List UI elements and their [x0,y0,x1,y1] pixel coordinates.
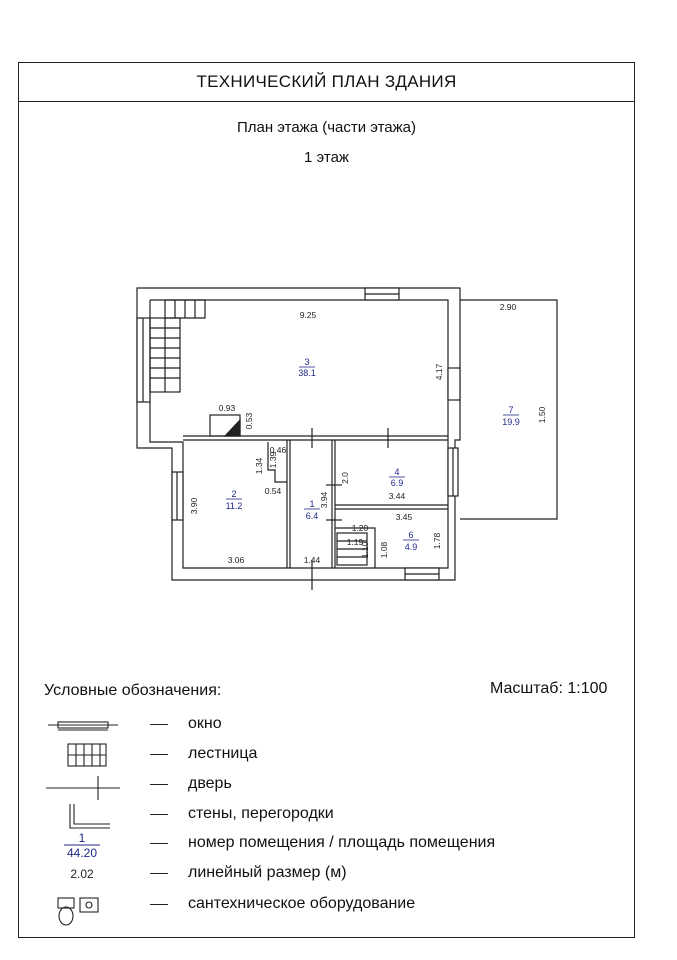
room-area: 4.9 [404,542,418,552]
dimension-label: 1.50 [537,406,547,424]
legend-dash [150,754,168,755]
dimension-label: 1.19 [346,537,364,547]
dimension-label: 0.46 [269,445,287,455]
dimension-label: 1.34 [254,457,264,475]
dimension-label: 1.78 [432,532,442,550]
legend-item-window [150,715,222,733]
dimension-label: 4.17 [434,363,444,381]
floor-label: 1 этаж [304,149,349,166]
room-area: 6.4 [305,511,319,521]
legend-item-stairs [150,745,257,763]
window-symbol-icon [48,722,118,730]
dimension-label: 1.20 [351,523,369,533]
legend-sample-dimension: 2.02 [70,867,94,881]
dimension-label: 3.45 [395,512,413,522]
dimension-label: 1.39 [268,451,278,469]
legend-sample-room-area: 44.20 [66,846,98,860]
room-number: 2 [231,489,237,499]
dimension-label: 3.90 [189,497,199,515]
room-area: 6.9 [390,478,404,488]
room-area: 11.2 [225,501,243,511]
legend-item-room-label [150,834,495,852]
dimension-label: 2.90 [499,302,517,312]
window-symbol-icon [448,368,460,400]
legend-dash [150,873,168,874]
legend-label: лестница [188,745,258,762]
legend-label: линейный размер (м) [188,864,347,881]
room-area: 19.9 [502,417,520,427]
dimension-label: 0.54 [264,486,282,496]
dimension-label: 3.94 [319,491,329,509]
legend-dash [150,843,168,844]
legend-item-wall [150,805,334,823]
plumbing-symbol-icon [58,898,98,925]
dimension-label: 9.25 [299,310,317,320]
dimension-label: 3.06 [227,555,245,565]
legend-item-dimension [150,864,347,882]
room-number: 7 [508,405,514,415]
room-number: 6 [408,530,414,540]
dimension-label: 1.44 [303,555,321,565]
scale-label: Масштаб: 1:100 [490,680,608,697]
document-title: ТЕХНИЧЕСКИЙ ПЛАН ЗДАНИЯ [18,62,635,102]
outer-wall-inner [150,300,448,568]
legend-dash [150,814,168,815]
legend-dash [150,724,168,725]
dimension-label: 3.44 [388,491,406,501]
wall-symbol-icon [70,804,110,828]
legend-label: сантехническое оборудование [188,895,416,912]
plan-subtitle: План этажа (части этажа) [236,119,417,136]
room-number: 4 [394,467,400,477]
dimension-label: 0.93 [218,403,236,413]
legend-item-door [150,775,232,793]
legend-label: окно [188,715,222,732]
legend-sample-room-number: 1 [78,831,86,845]
legend-title: Условные обозначения: [44,682,222,699]
door-symbol-icon [46,776,120,800]
room-number: 3 [304,357,310,367]
stairs-symbol-icon [150,300,205,392]
stairs-symbol-icon [68,744,106,766]
dimension-label: 1.08 [379,541,389,559]
legend-label: стены, перегородки [188,805,334,822]
legend-label: дверь [188,775,232,792]
legend-item-plumbing [150,895,415,913]
room-number: 1 [309,499,315,509]
legend-dash [150,784,168,785]
dimension-label: 1.10 [360,541,370,559]
room-area: 38.1 [298,368,316,378]
dimension-label: 2.0 [340,472,350,484]
legend-dash [150,904,168,905]
legend-label: номер помещения / площадь помещения [188,834,496,851]
dimension-label: 0.53 [244,412,254,430]
